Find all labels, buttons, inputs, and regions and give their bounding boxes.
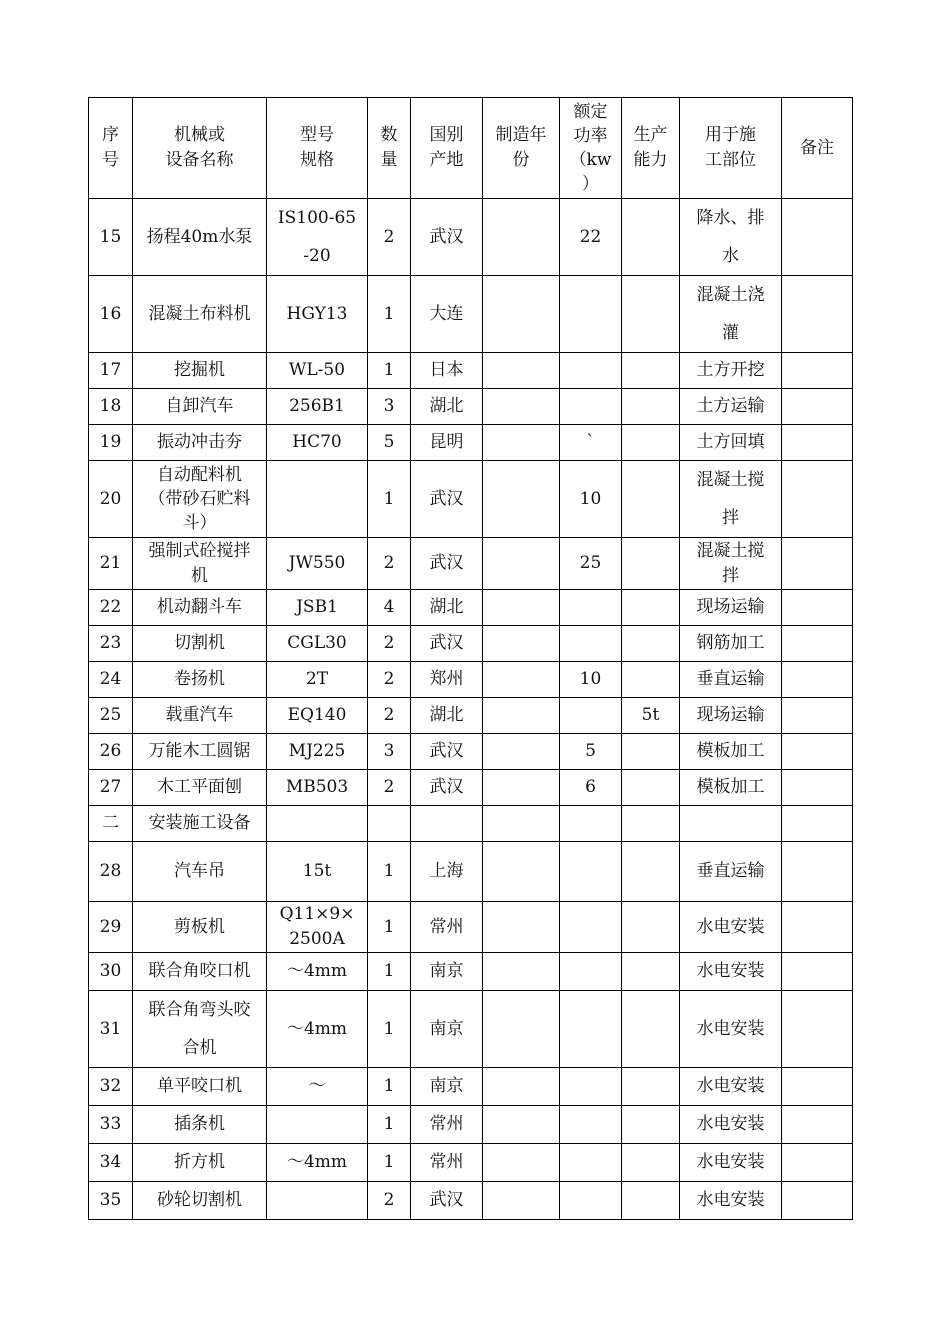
table-row (89, 626, 853, 662)
cell-origin: 常州 (411, 1144, 483, 1182)
table-row (89, 902, 853, 953)
equipment-table (88, 97, 853, 1220)
cell-capacity (622, 734, 680, 770)
col-header-usage: 用于施 工部位 (680, 98, 782, 199)
cell-capacity (622, 389, 680, 425)
table-row (89, 590, 853, 626)
cell-seq: 30 (89, 953, 133, 991)
cell-year (483, 770, 560, 806)
cell-power: 5 (560, 734, 622, 770)
table-row (89, 1182, 853, 1220)
cell-qty: 1 (368, 461, 411, 538)
cell-qty: 1 (368, 991, 411, 1068)
cell-qty: 1 (368, 902, 411, 953)
cell-name: 自动配料机 （带砂石贮料 斗） (133, 461, 267, 538)
col-header-remarks: 备注 (782, 98, 853, 199)
cell-power (560, 276, 622, 353)
cell-usage: 垂直运输 (680, 662, 782, 698)
cell-year (483, 1144, 560, 1182)
table-row (89, 991, 853, 1068)
cell-year (483, 590, 560, 626)
cell-qty: 5 (368, 425, 411, 461)
cell-power (560, 953, 622, 991)
cell-model: JSB1 (267, 590, 368, 626)
cell-capacity (622, 1182, 680, 1220)
cell-model: HC70 (267, 425, 368, 461)
cell-seq: 16 (89, 276, 133, 353)
cell-year (483, 353, 560, 389)
cell-qty: 2 (368, 698, 411, 734)
cell-name: 挖掘机 (133, 353, 267, 389)
cell-power (560, 590, 622, 626)
cell-year (483, 425, 560, 461)
col-header-model: 型号 规格 (267, 98, 368, 199)
cell-name: 卷扬机 (133, 662, 267, 698)
cell-name: 安装施工设备 (133, 806, 267, 842)
cell-power (560, 991, 622, 1068)
cell-capacity (622, 590, 680, 626)
cell-power (560, 1182, 622, 1220)
cell-name: 混凝土布料机 (133, 276, 267, 353)
cell-year (483, 698, 560, 734)
cell-capacity (622, 842, 680, 902)
cell-origin: 大连 (411, 276, 483, 353)
cell-remarks (782, 538, 853, 590)
cell-remarks (782, 461, 853, 538)
col-header-year: 制造年 份 (483, 98, 560, 199)
cell-power: 10 (560, 461, 622, 538)
cell-usage: 垂直运输 (680, 842, 782, 902)
cell-capacity (622, 953, 680, 991)
cell-usage: 钢筋加工 (680, 626, 782, 662)
cell-name: 万能木工圆锯 (133, 734, 267, 770)
cell-qty: 1 (368, 353, 411, 389)
cell-power: 6 (560, 770, 622, 806)
cell-origin: 武汉 (411, 770, 483, 806)
cell-capacity (622, 991, 680, 1068)
cell-capacity (622, 902, 680, 953)
cell-seq: 17 (89, 353, 133, 389)
cell-remarks (782, 1068, 853, 1106)
cell-capacity (622, 353, 680, 389)
cell-capacity (622, 770, 680, 806)
cell-remarks (782, 199, 853, 276)
cell-qty: 1 (368, 1068, 411, 1106)
cell-year (483, 1182, 560, 1220)
cell-model (267, 1182, 368, 1220)
cell-qty (368, 806, 411, 842)
cell-model: MB503 (267, 770, 368, 806)
cell-seq: 26 (89, 734, 133, 770)
cell-origin: 武汉 (411, 461, 483, 538)
cell-usage: 混凝土搅 拌 (680, 538, 782, 590)
cell-usage: 水电安装 (680, 953, 782, 991)
cell-usage: 水电安装 (680, 1106, 782, 1144)
col-header-power: 额定 功率 （kw ） (560, 98, 622, 199)
cell-model (267, 1106, 368, 1144)
cell-usage: 土方运输 (680, 389, 782, 425)
cell-capacity (622, 1106, 680, 1144)
cell-power (560, 842, 622, 902)
cell-usage: 土方回填 (680, 425, 782, 461)
cell-power (560, 1068, 622, 1106)
cell-remarks (782, 842, 853, 902)
cell-model: IS100-65 -20 (267, 199, 368, 276)
cell-name: 木工平面刨 (133, 770, 267, 806)
cell-name: 联合角弯头咬 合机 (133, 991, 267, 1068)
cell-usage: 模板加工 (680, 734, 782, 770)
cell-remarks (782, 734, 853, 770)
cell-seq: 21 (89, 538, 133, 590)
table-row (89, 276, 853, 353)
cell-qty: 2 (368, 626, 411, 662)
cell-origin: 南京 (411, 991, 483, 1068)
cell-year (483, 953, 560, 991)
cell-power (560, 1106, 622, 1144)
cell-year (483, 199, 560, 276)
cell-capacity (622, 806, 680, 842)
table-row (89, 953, 853, 991)
cell-seq: 23 (89, 626, 133, 662)
cell-remarks (782, 389, 853, 425)
cell-origin: 常州 (411, 902, 483, 953)
cell-remarks (782, 425, 853, 461)
table-row (89, 662, 853, 698)
cell-usage: 降水、排 水 (680, 199, 782, 276)
cell-name: 砂轮切割机 (133, 1182, 267, 1220)
col-header-origin: 国别 产地 (411, 98, 483, 199)
cell-name: 单平咬口机 (133, 1068, 267, 1106)
cell-remarks (782, 1144, 853, 1182)
cell-origin: 武汉 (411, 199, 483, 276)
cell-qty: 1 (368, 842, 411, 902)
cell-name: 振动冲击夯 (133, 425, 267, 461)
cell-seq: 27 (89, 770, 133, 806)
cell-remarks (782, 902, 853, 953)
table-row (89, 842, 853, 902)
cell-name: 自卸汽车 (133, 389, 267, 425)
cell-seq: 29 (89, 902, 133, 953)
cell-qty: 1 (368, 1106, 411, 1144)
cell-origin (411, 806, 483, 842)
cell-origin: 上海 (411, 842, 483, 902)
table-row (89, 806, 853, 842)
cell-seq: 二 (89, 806, 133, 842)
cell-model: MJ225 (267, 734, 368, 770)
table-row (89, 698, 853, 734)
header-row (89, 98, 853, 199)
cell-capacity (622, 199, 680, 276)
cell-qty: 4 (368, 590, 411, 626)
cell-usage: 模板加工 (680, 770, 782, 806)
cell-model: 15t (267, 842, 368, 902)
cell-origin: 湖北 (411, 698, 483, 734)
cell-power (560, 626, 622, 662)
table-row (89, 734, 853, 770)
cell-usage: 现场运输 (680, 698, 782, 734)
cell-origin: 南京 (411, 1068, 483, 1106)
cell-name: 折方机 (133, 1144, 267, 1182)
cell-power (560, 353, 622, 389)
cell-origin: 武汉 (411, 538, 483, 590)
cell-remarks (782, 1106, 853, 1144)
cell-usage: 混凝土搅 拌 (680, 461, 782, 538)
cell-year (483, 902, 560, 953)
table-row (89, 425, 853, 461)
cell-qty: 1 (368, 276, 411, 353)
cell-origin: 常州 (411, 1106, 483, 1144)
table-row (89, 199, 853, 276)
cell-usage: 水电安装 (680, 1144, 782, 1182)
cell-remarks (782, 698, 853, 734)
cell-model: ～4mm (267, 991, 368, 1068)
cell-capacity (622, 276, 680, 353)
cell-qty: 3 (368, 389, 411, 425)
cell-origin: 湖北 (411, 590, 483, 626)
cell-model: ～ (267, 1068, 368, 1106)
cell-seq: 31 (89, 991, 133, 1068)
cell-usage: 混凝土浇 灌 (680, 276, 782, 353)
cell-seq: 34 (89, 1144, 133, 1182)
cell-name: 插条机 (133, 1106, 267, 1144)
cell-year (483, 626, 560, 662)
cell-capacity: 5t (622, 698, 680, 734)
cell-year (483, 662, 560, 698)
cell-year (483, 538, 560, 590)
cell-name: 联合角咬口机 (133, 953, 267, 991)
table-row (89, 461, 853, 538)
cell-name: 载重汽车 (133, 698, 267, 734)
cell-model: JW550 (267, 538, 368, 590)
cell-year (483, 276, 560, 353)
cell-qty: 2 (368, 1182, 411, 1220)
cell-model: ～4mm (267, 953, 368, 991)
cell-remarks (782, 770, 853, 806)
cell-origin: 南京 (411, 953, 483, 991)
cell-capacity (622, 425, 680, 461)
cell-power: 10 (560, 662, 622, 698)
cell-year (483, 734, 560, 770)
cell-name: 切割机 (133, 626, 267, 662)
cell-model: HGY13 (267, 276, 368, 353)
cell-capacity (622, 538, 680, 590)
cell-seq: 33 (89, 1106, 133, 1144)
cell-qty: 2 (368, 662, 411, 698)
cell-origin: 武汉 (411, 734, 483, 770)
cell-seq: 19 (89, 425, 133, 461)
cell-origin: 郑州 (411, 662, 483, 698)
cell-seq: 25 (89, 698, 133, 734)
cell-model: ～4mm (267, 1144, 368, 1182)
cell-name: 扬程40m水泵 (133, 199, 267, 276)
cell-year (483, 991, 560, 1068)
cell-seq: 22 (89, 590, 133, 626)
cell-capacity (622, 626, 680, 662)
cell-seq: 20 (89, 461, 133, 538)
cell-power: 22 (560, 199, 622, 276)
cell-capacity (622, 1144, 680, 1182)
cell-model: 256B1 (267, 389, 368, 425)
cell-remarks (782, 626, 853, 662)
cell-model: WL-50 (267, 353, 368, 389)
cell-qty: 3 (368, 734, 411, 770)
table-row (89, 1068, 853, 1106)
cell-name: 汽车吊 (133, 842, 267, 902)
cell-power (560, 389, 622, 425)
cell-name: 强制式砼搅拌 机 (133, 538, 267, 590)
cell-year (483, 1106, 560, 1144)
cell-power (560, 1144, 622, 1182)
cell-qty: 2 (368, 538, 411, 590)
cell-origin: 湖北 (411, 389, 483, 425)
cell-qty: 2 (368, 199, 411, 276)
col-header-capacity: 生产 能力 (622, 98, 680, 199)
cell-qty: 2 (368, 770, 411, 806)
cell-model: 2T (267, 662, 368, 698)
cell-model: EQ140 (267, 698, 368, 734)
cell-seq: 24 (89, 662, 133, 698)
cell-year (483, 389, 560, 425)
cell-seq: 28 (89, 842, 133, 902)
cell-remarks (782, 991, 853, 1068)
cell-name: 剪板机 (133, 902, 267, 953)
cell-origin: 武汉 (411, 1182, 483, 1220)
cell-seq: 32 (89, 1068, 133, 1106)
cell-name: 机动翻斗车 (133, 590, 267, 626)
cell-usage: 水电安装 (680, 902, 782, 953)
table-row (89, 389, 853, 425)
cell-remarks (782, 806, 853, 842)
cell-usage: 水电安装 (680, 1182, 782, 1220)
cell-power: ` (560, 425, 622, 461)
cell-remarks (782, 353, 853, 389)
cell-qty: 1 (368, 953, 411, 991)
cell-remarks (782, 276, 853, 353)
cell-qty: 1 (368, 1144, 411, 1182)
cell-capacity (622, 461, 680, 538)
cell-usage (680, 806, 782, 842)
cell-capacity (622, 1068, 680, 1106)
table-row (89, 353, 853, 389)
cell-seq: 18 (89, 389, 133, 425)
cell-origin: 昆明 (411, 425, 483, 461)
col-header-seq: 序 号 (89, 98, 133, 199)
cell-power (560, 806, 622, 842)
cell-year (483, 842, 560, 902)
cell-year (483, 806, 560, 842)
cell-remarks (782, 662, 853, 698)
cell-origin: 武汉 (411, 626, 483, 662)
cell-usage: 水电安装 (680, 1068, 782, 1106)
cell-seq: 35 (89, 1182, 133, 1220)
table-row (89, 1144, 853, 1182)
table-row (89, 538, 853, 590)
cell-model (267, 806, 368, 842)
col-header-qty: 数 量 (368, 98, 411, 199)
cell-power (560, 902, 622, 953)
cell-origin: 日本 (411, 353, 483, 389)
cell-model: Q11×9× 2500A (267, 902, 368, 953)
cell-usage: 土方开挖 (680, 353, 782, 389)
cell-usage: 现场运输 (680, 590, 782, 626)
col-header-name: 机械或 设备名称 (133, 98, 267, 199)
cell-capacity (622, 662, 680, 698)
cell-remarks (782, 590, 853, 626)
cell-model: CGL30 (267, 626, 368, 662)
cell-usage: 水电安装 (680, 991, 782, 1068)
table-row (89, 770, 853, 806)
table-row (89, 1106, 853, 1144)
cell-power (560, 698, 622, 734)
cell-model (267, 461, 368, 538)
cell-year (483, 1068, 560, 1106)
cell-remarks (782, 953, 853, 991)
cell-seq: 15 (89, 199, 133, 276)
cell-year (483, 461, 560, 538)
cell-remarks (782, 1182, 853, 1220)
cell-power: 25 (560, 538, 622, 590)
